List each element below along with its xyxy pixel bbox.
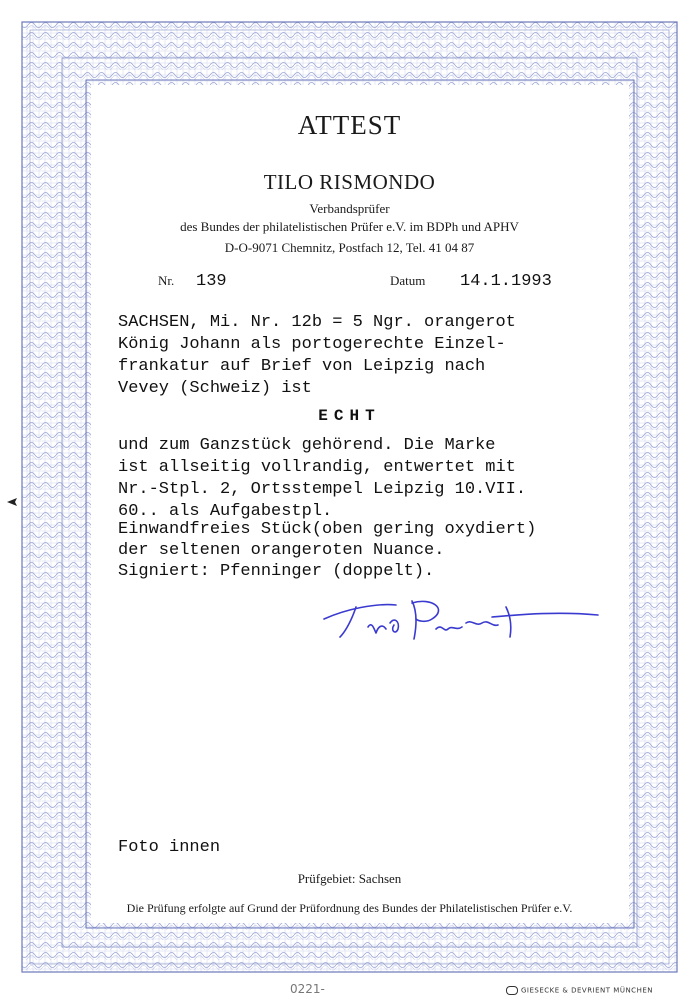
body-line: und zum Ganzstück gehörend. Die Marke xyxy=(118,436,496,455)
verdict: ECHT xyxy=(318,407,381,425)
body-line: der seltenen orangeroten Nuance. xyxy=(118,541,445,560)
examiner-association: des Bundes der philatelistischen Prüfer e.V. im BDPh und APHV xyxy=(180,219,519,234)
certificate-title: ATTEST xyxy=(297,110,402,140)
certificate-date: 14.1.1993 xyxy=(460,272,552,291)
body-line: Vevey (Schweiz) ist xyxy=(118,379,312,398)
examiner-address: D-O-9071 Chemnitz, Postfach 12, Tel. 41 04 87 xyxy=(224,240,475,255)
printer-logo-icon xyxy=(506,986,518,995)
printer-name: GIESECKE & DEVRIENT MÜNCHEN xyxy=(521,986,653,995)
certificate-number: 139 xyxy=(196,272,227,291)
body-line: frankatur auf Brief von Leipzig nach xyxy=(118,357,486,376)
examiner-name: TILO RISMONDO xyxy=(263,170,436,194)
body-line: Einwandfreies Stück(oben gering oxydiert) xyxy=(118,520,537,539)
body-line: Signiert: Pfenninger (doppelt). xyxy=(118,562,435,581)
pencil-mark: 0221- xyxy=(290,982,325,996)
body-line: Nr.-Stpl. 2, Ortsstempel Leipzig 10.VII. xyxy=(118,480,527,499)
examiner-role: Verbandsprüfer xyxy=(309,201,390,216)
exam-field: Prüfgebiet: Sachsen xyxy=(297,871,402,886)
number-label: Nr. xyxy=(158,273,175,288)
date-label: Datum xyxy=(390,273,426,288)
body-line: ist allseitig vollrandig, entwertet mit xyxy=(118,458,516,477)
handwritten-signature xyxy=(316,593,606,655)
exam-regulation-note: Die Prüfung erfolgte auf Grund der Prüfordnung des Bundes der Philatelistischen Prüfer e.V. xyxy=(126,901,573,915)
arrow-mark-icon xyxy=(6,496,18,508)
body-line: 60.. als Aufgabestpl. xyxy=(118,502,333,521)
photo-note: Foto innen xyxy=(118,838,221,857)
body-line: König Johann als portogerechte Einzel- xyxy=(118,335,506,354)
printer-imprint xyxy=(506,986,653,995)
body-line: SACHSEN, Mi. Nr. 12b = 5 Ngr. orangerot xyxy=(118,313,516,332)
